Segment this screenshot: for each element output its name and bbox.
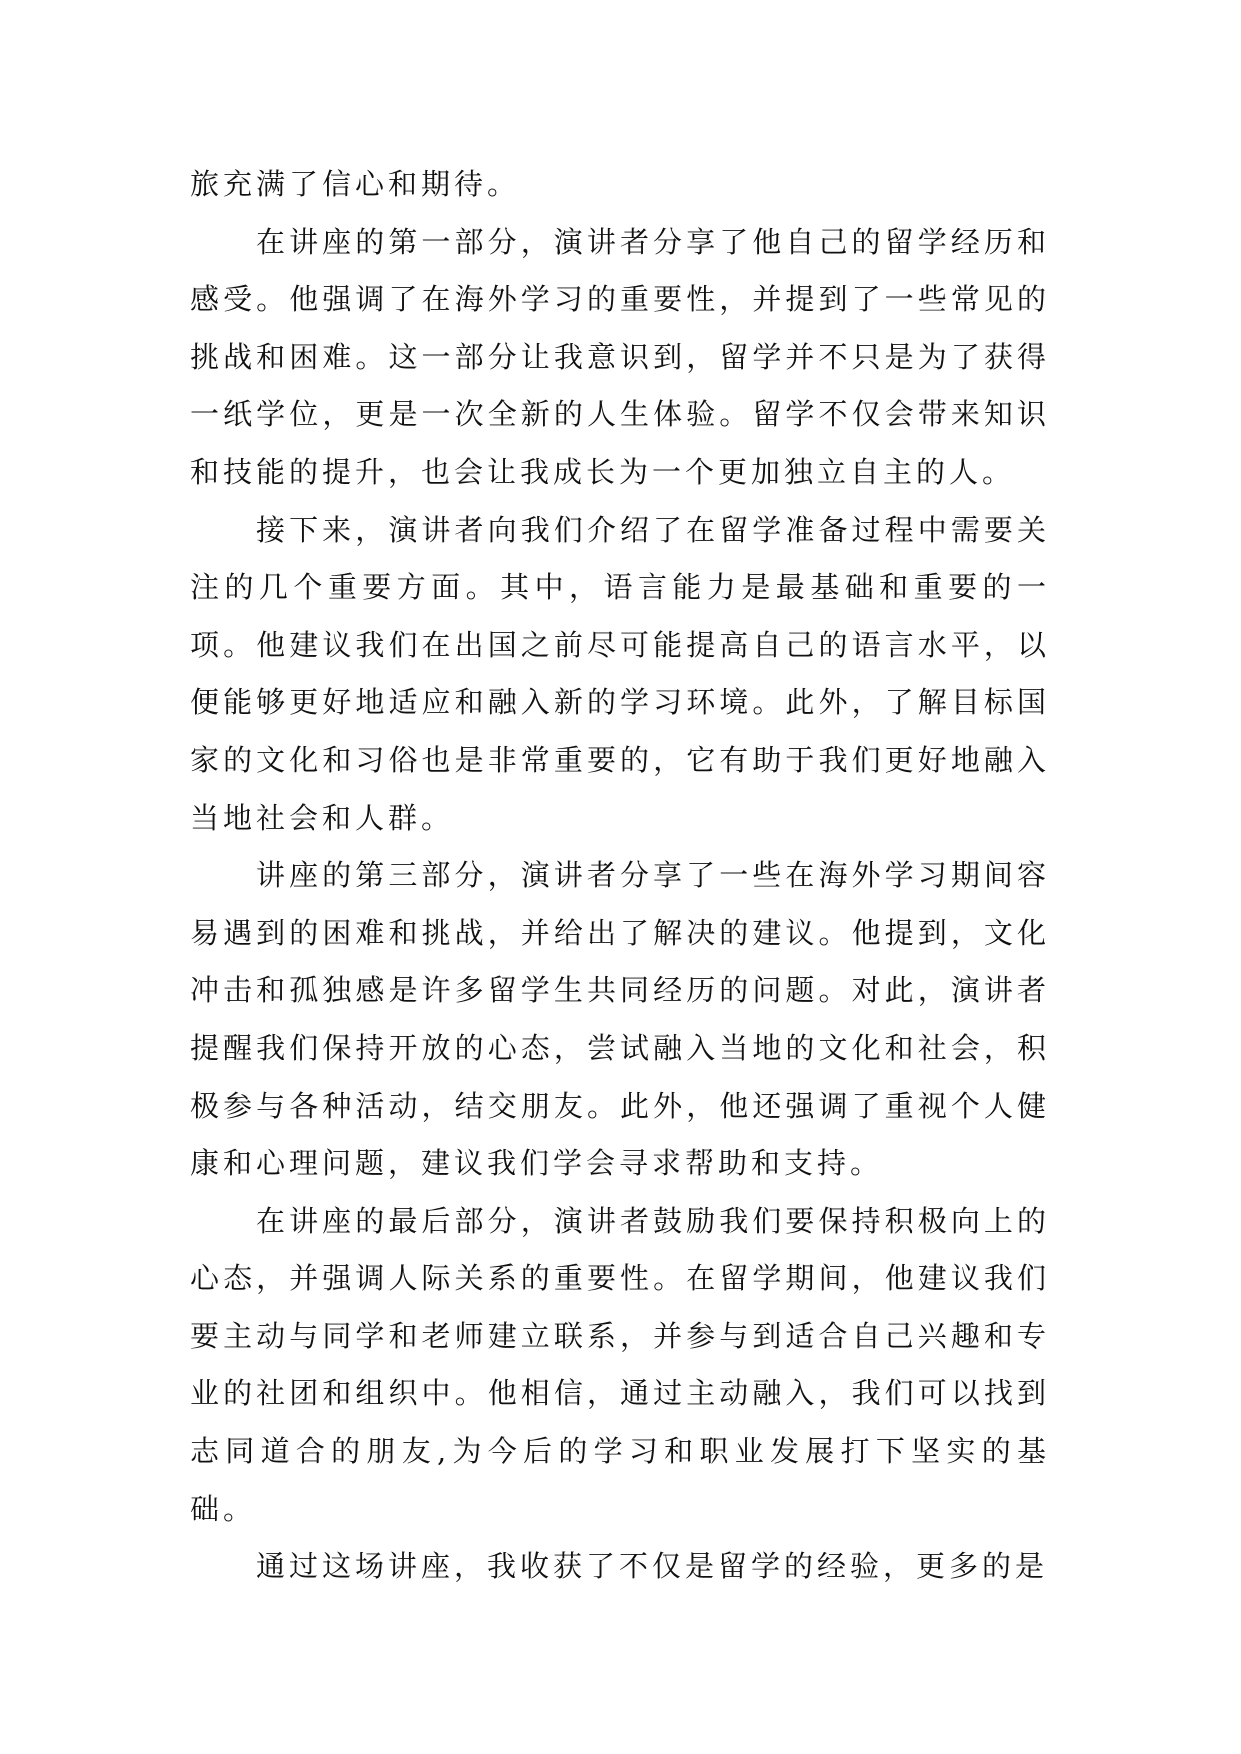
paragraph: 通过这场讲座，我收获了不仅是留学的经验，更多的是	[256, 1549, 1049, 1584]
paragraph: 接下来，演讲者向我们介绍了在留学准备过程中需要关注的几个重要方面。其中，语言能力是最基础和重要的一项。他建议我们在出国之前尽可能提高自己的语言水平，以便能够更好地适应和融入新的学习环境。此外，了解目标国家的文化和习俗也是非常重要的，它有助于我们更好地融入当地社会和人群。	[190, 512, 1050, 835]
paragraph: 在讲座的最后部分，演讲者鼓励我们要保持积极向上的心态，并强调人际关系的重要性。在留学期间，他建议我们要主动与同学和老师建立联系，并参与到适合自己兴趣和专业的社团和组织中。他相信，通过主动融入，我们可以找到志同道合的朋友,为今后的学习和职业发展打下坚实的基础。	[190, 1203, 1050, 1526]
document-body	[190, 156, 1050, 1596]
paragraph: 在讲座的第一部分，演讲者分享了他自己的留学经历和感受。他强调了在海外学习的重要性，并提到了一些常见的挑战和困难。这一部分让我意识到，留学并不只是为了获得一纸学位，更是一次全新的人生体验。留学不仅会带来知识和技能的提升，也会让我成长为一个更加独立自主的人。	[190, 224, 1050, 489]
paragraph: 讲座的第三部分，演讲者分享了一些在海外学习期间容易遇到的困难和挑战，并给出了解决的建议。他提到，文化冲击和孤独感是许多留学生共同经历的问题。对此，演讲者提醒我们保持开放的心态，尝试融入当地的文化和社会，积极参与各种活动，结交朋友。此外，他还强调了重视个人健康和心理问题，建议我们学会寻求帮助和支持。	[190, 858, 1050, 1181]
paragraph-continued: 旅充满了信心和期待。	[190, 167, 521, 201]
